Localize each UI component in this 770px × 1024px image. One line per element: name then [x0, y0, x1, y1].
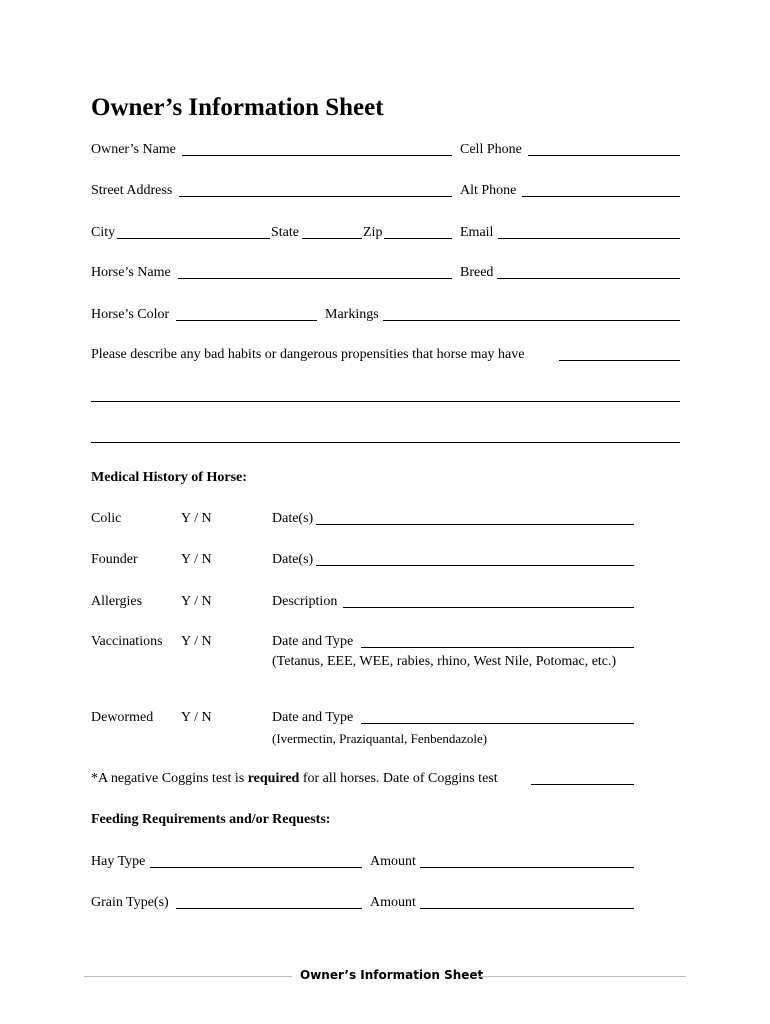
vaccinations-yn[interactable]: Y / N	[181, 634, 212, 649]
horse-name-row	[0, 263, 770, 283]
email-field[interactable]	[498, 238, 680, 239]
dewormed-label: Dewormed	[91, 710, 154, 725]
street-row	[0, 181, 770, 201]
vaccinations-note: (Tetanus, EEE, WEE, rabies, rhino, West Nile, Potomac, etc.)	[272, 654, 617, 669]
founder-dates-field[interactable]	[316, 565, 634, 566]
vaccinations-label: Vaccinations	[91, 634, 163, 649]
coggins-text	[91, 769, 498, 789]
email-label: Email	[460, 225, 494, 240]
cell-phone-field[interactable]	[528, 155, 680, 156]
grain-type-field[interactable]	[176, 908, 362, 909]
habits-field-3[interactable]	[91, 442, 680, 443]
hay-amount-label: Amount	[370, 854, 416, 869]
vaccinations-date-type-label: Date and Type	[272, 634, 354, 649]
state-field[interactable]	[302, 238, 362, 239]
alt-phone-field[interactable]	[522, 196, 680, 197]
dewormed-note: (Ivermectin, Praziquantal, Fenbendazole)	[272, 731, 488, 746]
grain-type-label: Grain Type(s)	[91, 895, 169, 910]
cell-phone-label: Cell Phone	[460, 142, 522, 157]
dewormed-date-type-field[interactable]	[361, 723, 634, 724]
colic-dates-field[interactable]	[316, 524, 634, 525]
dewormed-date-type-label: Date and Type	[272, 710, 354, 725]
medical-heading: Medical History of Horse:	[91, 470, 247, 485]
medical-dewormed-row	[0, 708, 770, 728]
colic-dates-label: Date(s)	[272, 511, 314, 526]
horse-name-label: Horse’s Name	[91, 265, 171, 280]
grain-row	[0, 893, 770, 913]
owner-name-label: Owner’s Name	[91, 142, 176, 157]
founder-label: Founder	[91, 552, 138, 567]
allergies-description-field[interactable]	[343, 607, 634, 608]
feeding-heading: Feeding Requirements and/or Requests:	[91, 812, 331, 827]
zip-label: Zip	[363, 225, 383, 240]
allergies-yn[interactable]: Y / N	[181, 594, 212, 609]
markings-field[interactable]	[383, 320, 680, 321]
coggins-text-required: required	[247, 771, 300, 786]
allergies-label: Allergies	[91, 594, 143, 609]
founder-yn[interactable]: Y / N	[181, 552, 212, 567]
horse-color-field[interactable]	[176, 320, 317, 321]
medical-colic-row	[0, 509, 770, 529]
markings-label: Markings	[325, 307, 379, 322]
grain-amount-field[interactable]	[420, 908, 634, 909]
coggins-row	[0, 769, 770, 789]
horse-color-label: Horse’s Color	[91, 307, 170, 322]
hay-type-label: Hay Type	[91, 854, 146, 869]
colic-label: Colic	[91, 511, 122, 526]
footer-rule-right	[478, 976, 686, 977]
horse-name-field[interactable]	[178, 278, 452, 279]
hay-type-field[interactable]	[150, 867, 362, 868]
footer-title: Owner’s Information Sheet	[300, 968, 484, 982]
owner-name-field[interactable]	[182, 155, 452, 156]
footer-rule-left	[84, 976, 292, 977]
medical-vaccinations-row	[0, 632, 770, 652]
coggins-text-after: for all horses. Date of Coggins test	[299, 771, 498, 786]
habits-field-1[interactable]	[559, 360, 680, 361]
grain-amount-label: Amount	[370, 895, 416, 910]
founder-dates-label: Date(s)	[272, 552, 314, 567]
coggins-text-before: *A negative Coggins test is	[91, 771, 248, 786]
medical-founder-row	[0, 550, 770, 570]
city-field[interactable]	[117, 238, 270, 239]
horse-color-row	[0, 305, 770, 325]
vaccinations-date-type-field[interactable]	[361, 647, 634, 648]
hay-row	[0, 852, 770, 872]
coggins-date-field[interactable]	[531, 784, 634, 785]
hay-amount-field[interactable]	[420, 867, 634, 868]
colic-yn[interactable]: Y / N	[181, 511, 212, 526]
state-label: State	[271, 225, 299, 240]
allergies-description-label: Description	[272, 594, 338, 609]
street-address-label: Street Address	[91, 183, 173, 198]
owner-name-row	[0, 140, 770, 160]
page-title: Owner’s Information Sheet	[91, 94, 384, 121]
habits-field-2[interactable]	[91, 401, 680, 402]
breed-label: Breed	[460, 265, 494, 280]
dewormed-yn[interactable]: Y / N	[181, 710, 212, 725]
habits-prompt: Please describe any bad habits or dangerous propensities that horse may have	[91, 347, 525, 362]
breed-field[interactable]	[497, 278, 680, 279]
alt-phone-label: Alt Phone	[460, 183, 517, 198]
city-label: City	[91, 225, 116, 240]
zip-field[interactable]	[384, 238, 452, 239]
habits-row	[0, 345, 770, 365]
medical-allergies-row	[0, 592, 770, 612]
street-address-field[interactable]	[179, 196, 452, 197]
city-row	[0, 223, 770, 243]
